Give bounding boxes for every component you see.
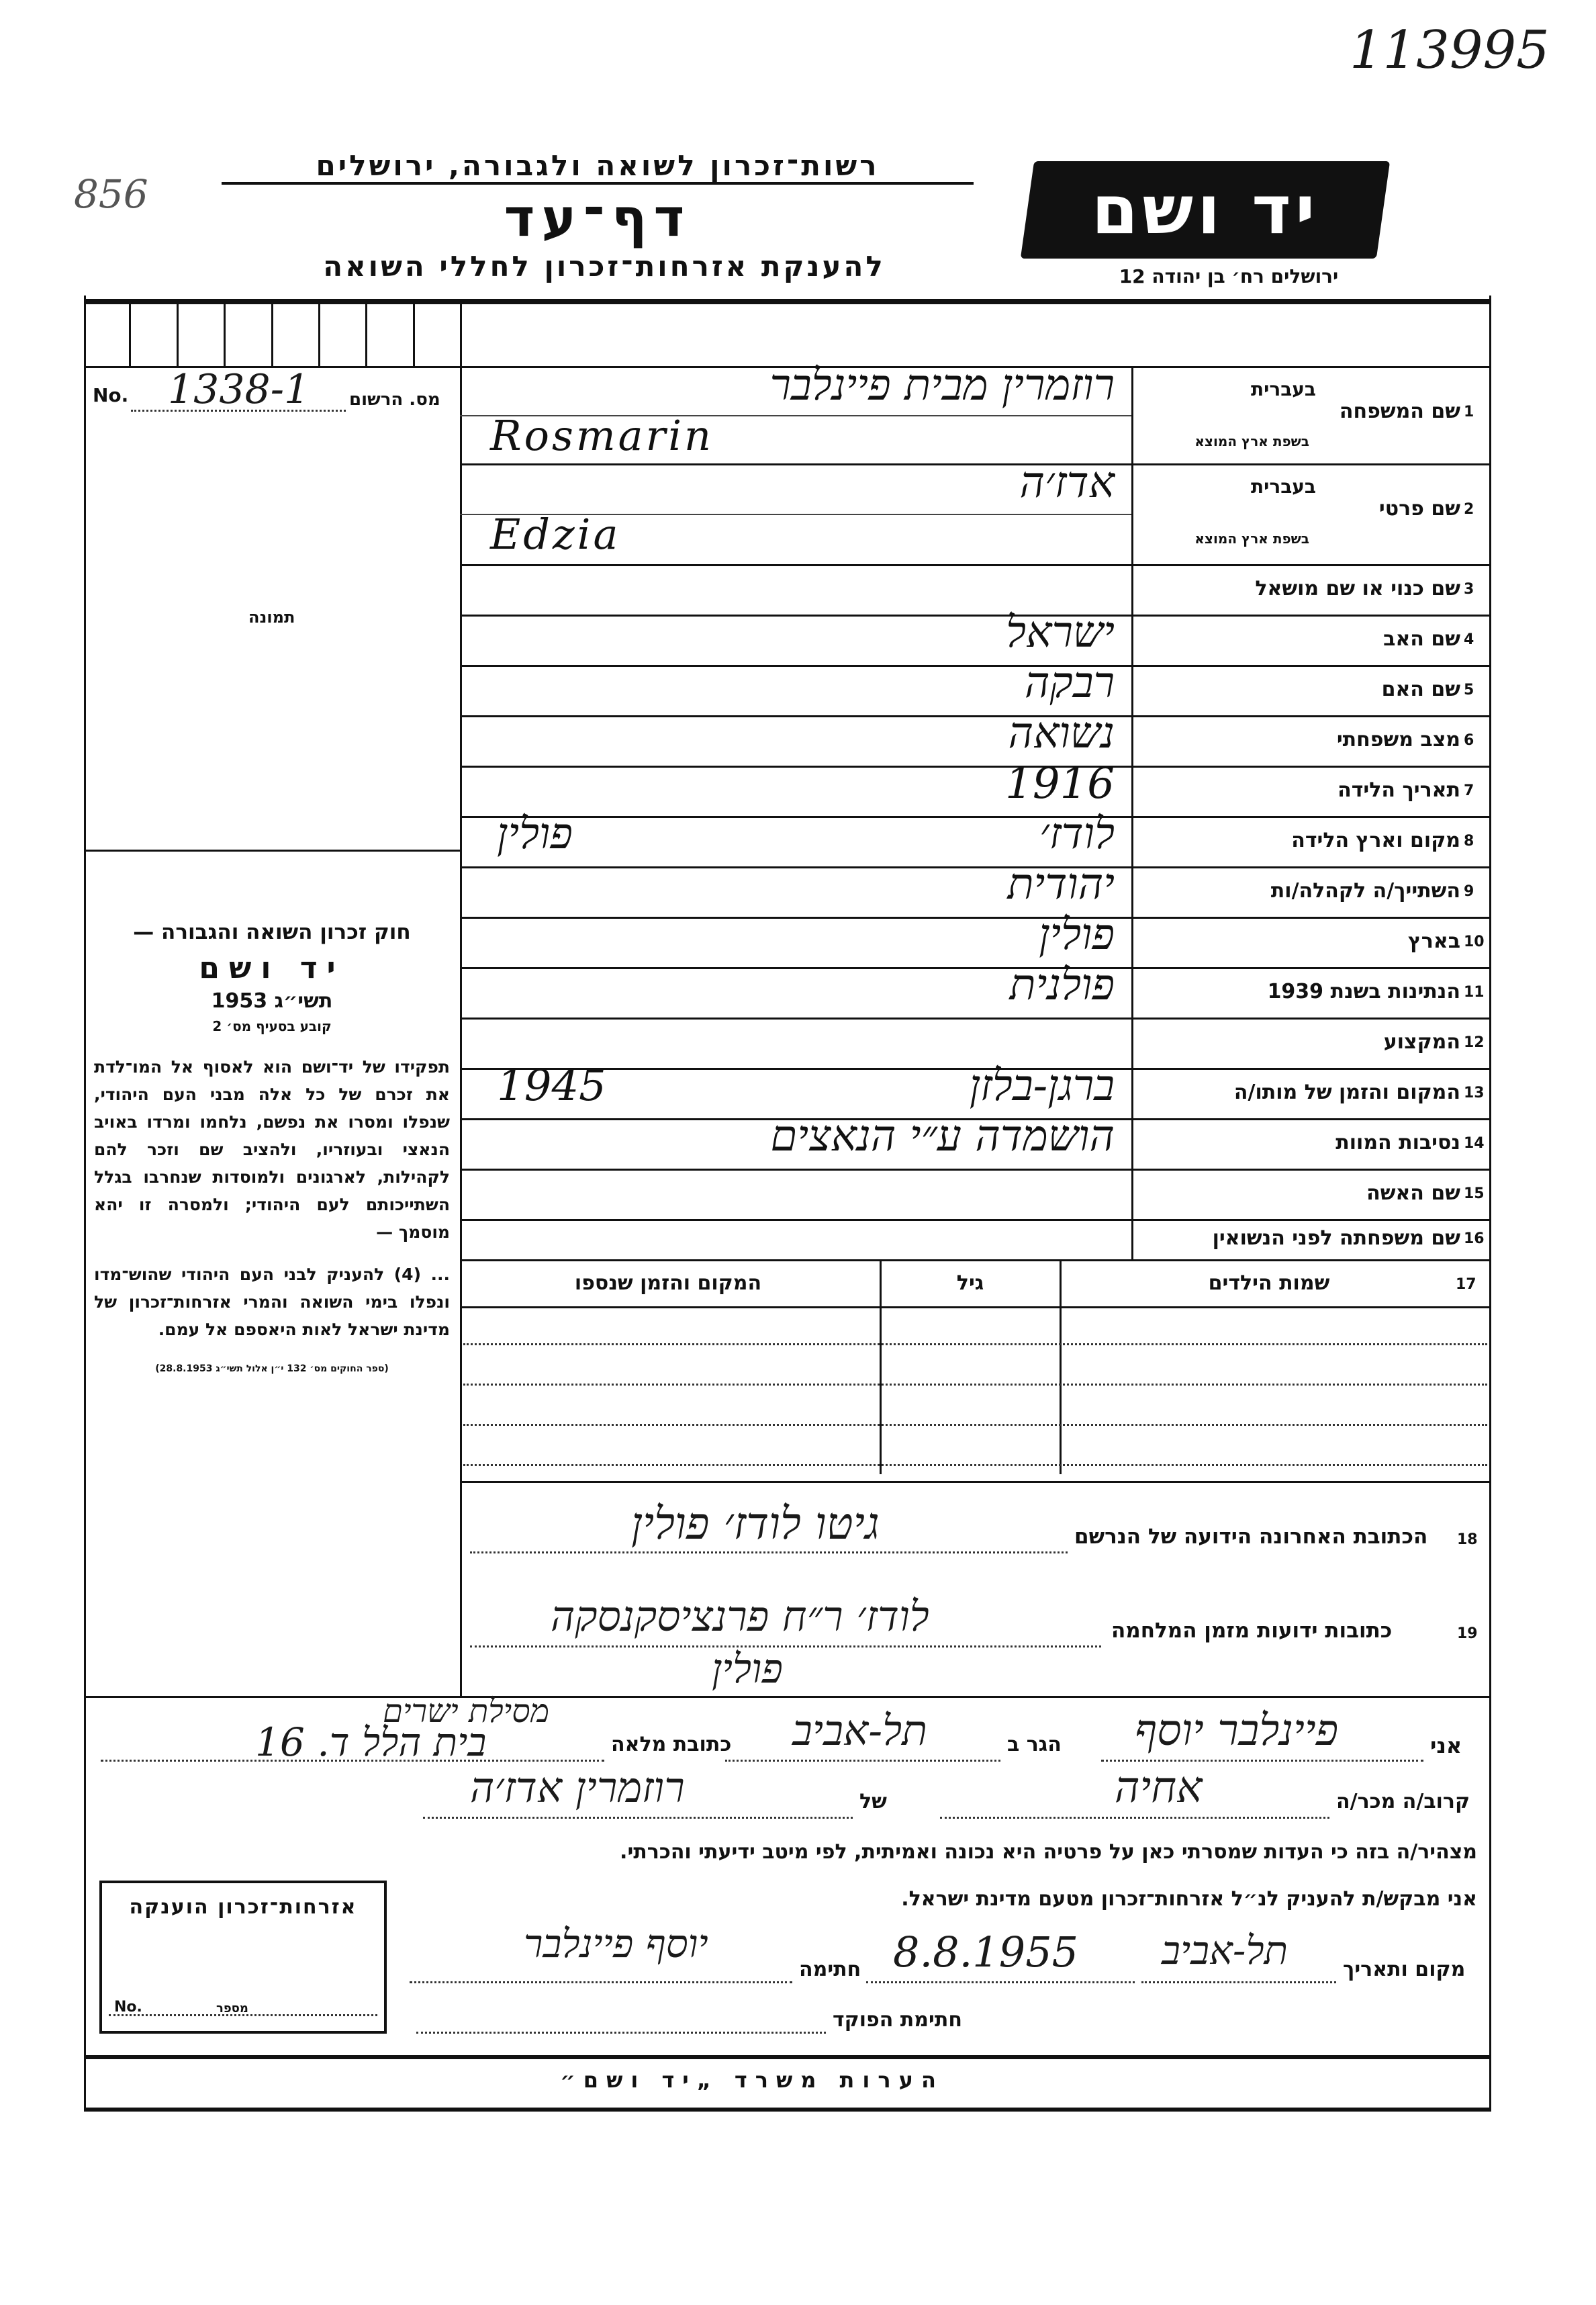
declarant-i-label: אני (1430, 1733, 1462, 1758)
field-value-4: ישראל (1006, 608, 1115, 658)
law-text-2: ... (4) להעניק לבני העם היהודי שהוש־מדו ונפלו בימי השואה והמרי אזרחות־זכרון של מדינת ישראל לאות היאספם אל עמם. (94, 1265, 451, 1339)
header-address: ירושלים רח׳ בן יהודה 12 (1119, 265, 1339, 287)
field-value-2: אדז׳ה (1019, 458, 1115, 508)
citizenship-number-label: מספר (216, 2001, 248, 2016)
authority-title: רשות־זכרון לשואה ולגבורה, ירושלים (222, 149, 974, 185)
field-label-16 (1213, 1226, 1460, 1250)
declarant-name: פיינלבר יוסף (1135, 1706, 1339, 1756)
field-number-13: 13 (1464, 1084, 1485, 1101)
declarant-full-address-label: כתובת מלאה (611, 1733, 732, 1756)
field-value-8: לודז׳ (1039, 809, 1115, 859)
field-number-6: 6 (1464, 731, 1474, 749)
field-number-2: 2 (1464, 501, 1474, 518)
field-value-6: נשואה (1008, 709, 1115, 758)
field-number-3: 3 (1464, 580, 1474, 598)
field-value-10: פולין (1039, 910, 1115, 960)
children-number: 17 (1456, 1276, 1476, 1293)
field-value-13-secondary: 1945 (497, 1061, 606, 1111)
field-number-5: 5 (1464, 681, 1474, 698)
field-label-3 (1255, 577, 1460, 600)
children-place-header: המקום והזמן שנספו (574, 1271, 762, 1295)
form-subtitle: להענקת אזרחות־זכרון לחללי השואה (323, 250, 886, 283)
field-number-16: 16 (1464, 1230, 1485, 1247)
field-number-14: 14 (1464, 1134, 1485, 1152)
photo-label: תמונה (248, 608, 295, 627)
of-name: רוזמרין אדז׳ה (470, 1763, 685, 1812)
registration-label: מס. הרשום (349, 390, 440, 410)
field-value-11: פולנית (1009, 960, 1115, 1010)
field-sub-origin: בשפת ארץ המוצא (1194, 433, 1309, 449)
law-block (94, 920, 450, 1374)
field-label-text: מצב משפחתי (1336, 727, 1460, 752)
citizenship-no-label: No. (114, 1999, 142, 2016)
citizenship-box-title: אזרחות־זכרון הוענקה (129, 1895, 357, 1919)
yad-vashem-logo (1021, 161, 1390, 259)
declarant-city: תל-אביב (792, 1706, 927, 1755)
registration-number: 1338-1 (168, 366, 310, 413)
place-date-label: מקום ותאריך (1343, 1958, 1466, 1981)
field-value-13: ברגן-בלזן (969, 1061, 1115, 1111)
field-number-15: 15 (1464, 1185, 1485, 1202)
field-label-6 (1337, 728, 1460, 752)
citizenship-box (99, 1881, 387, 2034)
address-18-value: גיטו לודז׳ פולין (631, 1498, 880, 1549)
law-year: תשי״ג 1953 (211, 989, 333, 1013)
field-value-2-secondary: Edzia (490, 510, 621, 559)
field-sub-hebrew: בעברית (1250, 378, 1316, 400)
field-label-text: שם המשפחה (1339, 400, 1460, 423)
field-value-14: הושמדה ע״י הנאצים (770, 1112, 1115, 1161)
footer-notes: הערות משרד „יד ושם״ (560, 2067, 944, 2093)
declaration-place: תל-אביב (1162, 1928, 1288, 1973)
law-text-1: תפקידו של יד־ושם הוא לאסוף אל המו־לדת את זכרם של כל אלה מבני העם היהודי, שנפלו ומסרו את נפשם, נלחמו ומרדו באויב הנאצי ובעוזריו, ולהציב שם וזכר להם לקהילות, לארגונים ולמוסדות שנחרבו בגלל השתייכותם לעם היהודי; ולמסרה זו יהא מוסמך — (94, 1057, 450, 1242)
field-number-1: 1 (1464, 404, 1474, 420)
law-section: קובע בסעיף מס׳ 2 (212, 1018, 332, 1034)
field-label-4 (1383, 627, 1460, 651)
signature: יוסף פיינלבר (524, 1921, 708, 1967)
field-label-5 (1382, 678, 1460, 701)
field-label-14 (1335, 1131, 1460, 1155)
field-value-1: רוזמרין מבית פיינלבר (769, 361, 1115, 410)
field-number-7: 7 (1464, 782, 1474, 799)
field-label-text: שם פרטי (1378, 497, 1460, 521)
field-label-12 (1384, 1030, 1460, 1054)
field-label-9 (1271, 879, 1460, 903)
field-number-11: 11 (1464, 983, 1485, 1001)
field-label-text: המקום והזמן של מותו/ה (1233, 1080, 1460, 1104)
field-value-1-secondary: Rosmarin (490, 410, 714, 460)
field-label-2 (1379, 497, 1460, 521)
declaration-date: 8.8.1955 (893, 1928, 1079, 1977)
address-18-label: הכתובת האחרונה הידועה של הנרשם (1074, 1525, 1428, 1549)
field-label-text: שם האם (1381, 677, 1460, 701)
field-sub-origin: בשפת ארץ המוצא (1194, 531, 1309, 547)
relation: אחיה (1115, 1763, 1203, 1813)
statement-1: מצהיר/ה בזה כי העדות שמסרתי כאן על פרטיה היא נכונה ואמיתית, לפי מיטב ידיעתי והכרתי. (620, 1840, 1477, 1864)
corner-number: 856 (74, 171, 148, 217)
form-title: דף־עד (504, 188, 692, 248)
law-citation: (ספר החוקים מס׳ 132 י״ן אלול תשי״ג 28.8.1953) (155, 1363, 389, 1374)
address-19-label: כתובות ידועות מזמן המלחמה (1111, 1619, 1393, 1643)
field-number-9: 9 (1464, 883, 1474, 900)
field-label-text: מקום וארץ הלידה (1291, 828, 1460, 852)
address-19-value: לודז׳ ר״ח פרנציסקנסקה (551, 1592, 929, 1641)
of-label: של (859, 1790, 887, 1813)
logo-text: יד ושם (1091, 171, 1319, 249)
declarant-address-note: מסילת ישרים (383, 1692, 550, 1730)
address-19-number: 19 (1457, 1625, 1478, 1642)
archive-number: 113995 (1350, 20, 1550, 81)
field-label-text: שם משפחתה לפני הנשואין (1212, 1226, 1460, 1250)
field-label-text: שם האשה (1366, 1181, 1460, 1205)
field-label-text: בארץ (1407, 929, 1460, 953)
field-number-4: 4 (1464, 631, 1474, 648)
field-label-text: השתייך/ה לקהלה/ות (1270, 878, 1460, 903)
address-19-value-country: פולין (712, 1645, 783, 1692)
relative-label: קרוב/ה מכר/ה (1336, 1790, 1470, 1813)
field-label-text: המקצוע (1383, 1030, 1460, 1054)
field-value-5: רבקה (1024, 658, 1115, 708)
declarant-resides-label: הגר ב (1007, 1733, 1062, 1756)
signature-label: חתימה (799, 1958, 861, 1981)
children-names-header: שמות הילדים (1208, 1271, 1330, 1295)
field-value-9: יהודית (1007, 860, 1115, 909)
address-18-number: 18 (1457, 1531, 1478, 1548)
registration-no-label: No. (93, 384, 129, 406)
law-name: יד ושם (199, 951, 345, 985)
law-title: חוק זכרון השואה והגבורה — (133, 920, 411, 944)
field-label-13 (1234, 1081, 1460, 1104)
field-label-7 (1337, 778, 1460, 802)
registration-boxes (84, 302, 460, 366)
children-age-header: גיל (956, 1271, 984, 1295)
field-value-7: 1916 (1005, 759, 1115, 809)
field-number-10: 10 (1464, 933, 1485, 950)
field-label-text: תאריך הלידה (1337, 778, 1460, 802)
officer-signature-label: חתימת הפוקד (833, 2008, 962, 2032)
field-label-10 (1408, 930, 1460, 953)
field-value-8-secondary: פולין (497, 809, 573, 859)
field-label-text: הנתינות בשנת 1939 (1267, 979, 1460, 1003)
field-label-text: שם האב (1383, 627, 1460, 651)
statement-2: אני מבקש/ת להעניק לנ״ל אזרחות־זכרון מטעם מדינת ישראל. (901, 1887, 1477, 1911)
field-label-1 (1340, 400, 1460, 423)
field-label-11 (1268, 980, 1460, 1003)
field-label-8 (1291, 829, 1460, 852)
field-label-text: שם כנוי או שם מושאל (1255, 576, 1460, 600)
field-number-12: 12 (1464, 1034, 1485, 1051)
field-label-15 (1366, 1181, 1460, 1205)
field-number-8: 8 (1464, 832, 1474, 850)
field-sub-hebrew: בעברית (1250, 476, 1316, 498)
declarant-full-address: בית הלל ד. 16 (255, 1719, 487, 1765)
field-label-text: נסיבות המוות (1335, 1130, 1460, 1155)
